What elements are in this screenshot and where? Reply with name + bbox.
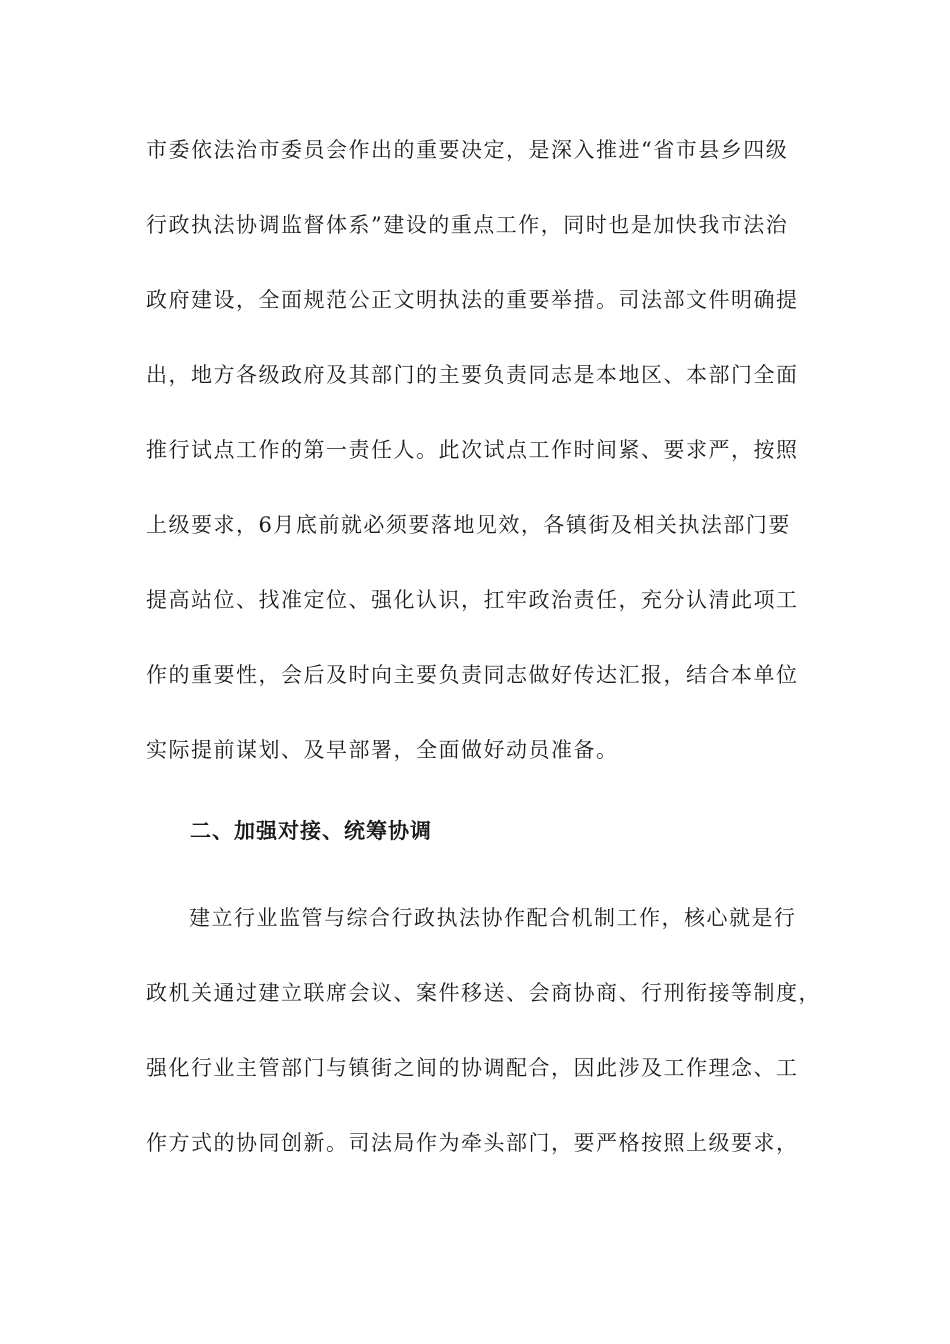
paragraph-line: 上级要求，6月底前就必须要落地见效，各镇街及相关执法部门要 [146,513,791,537]
paragraph-line: 政府建设，全面规范公正文明执法的重要举措。司法部文件明确提 [146,288,799,312]
paragraph-line: 行政执法协调监督体系”建设的重点工作，同时也是加快我市法治 [146,213,789,237]
paragraph-line: 市委依法治市委员会作出的重要决定，是深入推进“省市县乡四级 [146,138,789,162]
paragraph-line: 推行试点工作的第一责任人。此次试点工作时间紧、要求严，按照 [146,438,799,462]
paragraph-line: 强化行业主管部门与镇街之间的协调配合，因此涉及工作理念、工 [146,1056,799,1080]
section-heading: 二、加强对接、统筹协调 [190,818,432,843]
paragraph-line: 出，地方各级政府及其部门的主要负责同志是本地区、本部门全面 [146,363,799,387]
paragraph-line: 作方式的协同创新。司法局作为牵头部门，要严格按照上级要求， [146,1131,799,1155]
paragraph-line: 提高站位、找准定位、强化认识，扛牢政治责任，充分认清此项工 [146,588,799,612]
paragraph-line: 作的重要性，会后及时向主要负责同志做好传达汇报，结合本单位 [146,663,799,687]
paragraph-line: 政机关通过建立联席会议、案件移送、会商协商、行刑衔接等制度， [146,981,821,1005]
paragraph-line: 建立行业监管与综合行政执法协作配合机制工作，核心就是行 [189,906,797,930]
paragraph-line: 实际提前谋划、及早部署，全面做好动员准备。 [146,738,619,762]
